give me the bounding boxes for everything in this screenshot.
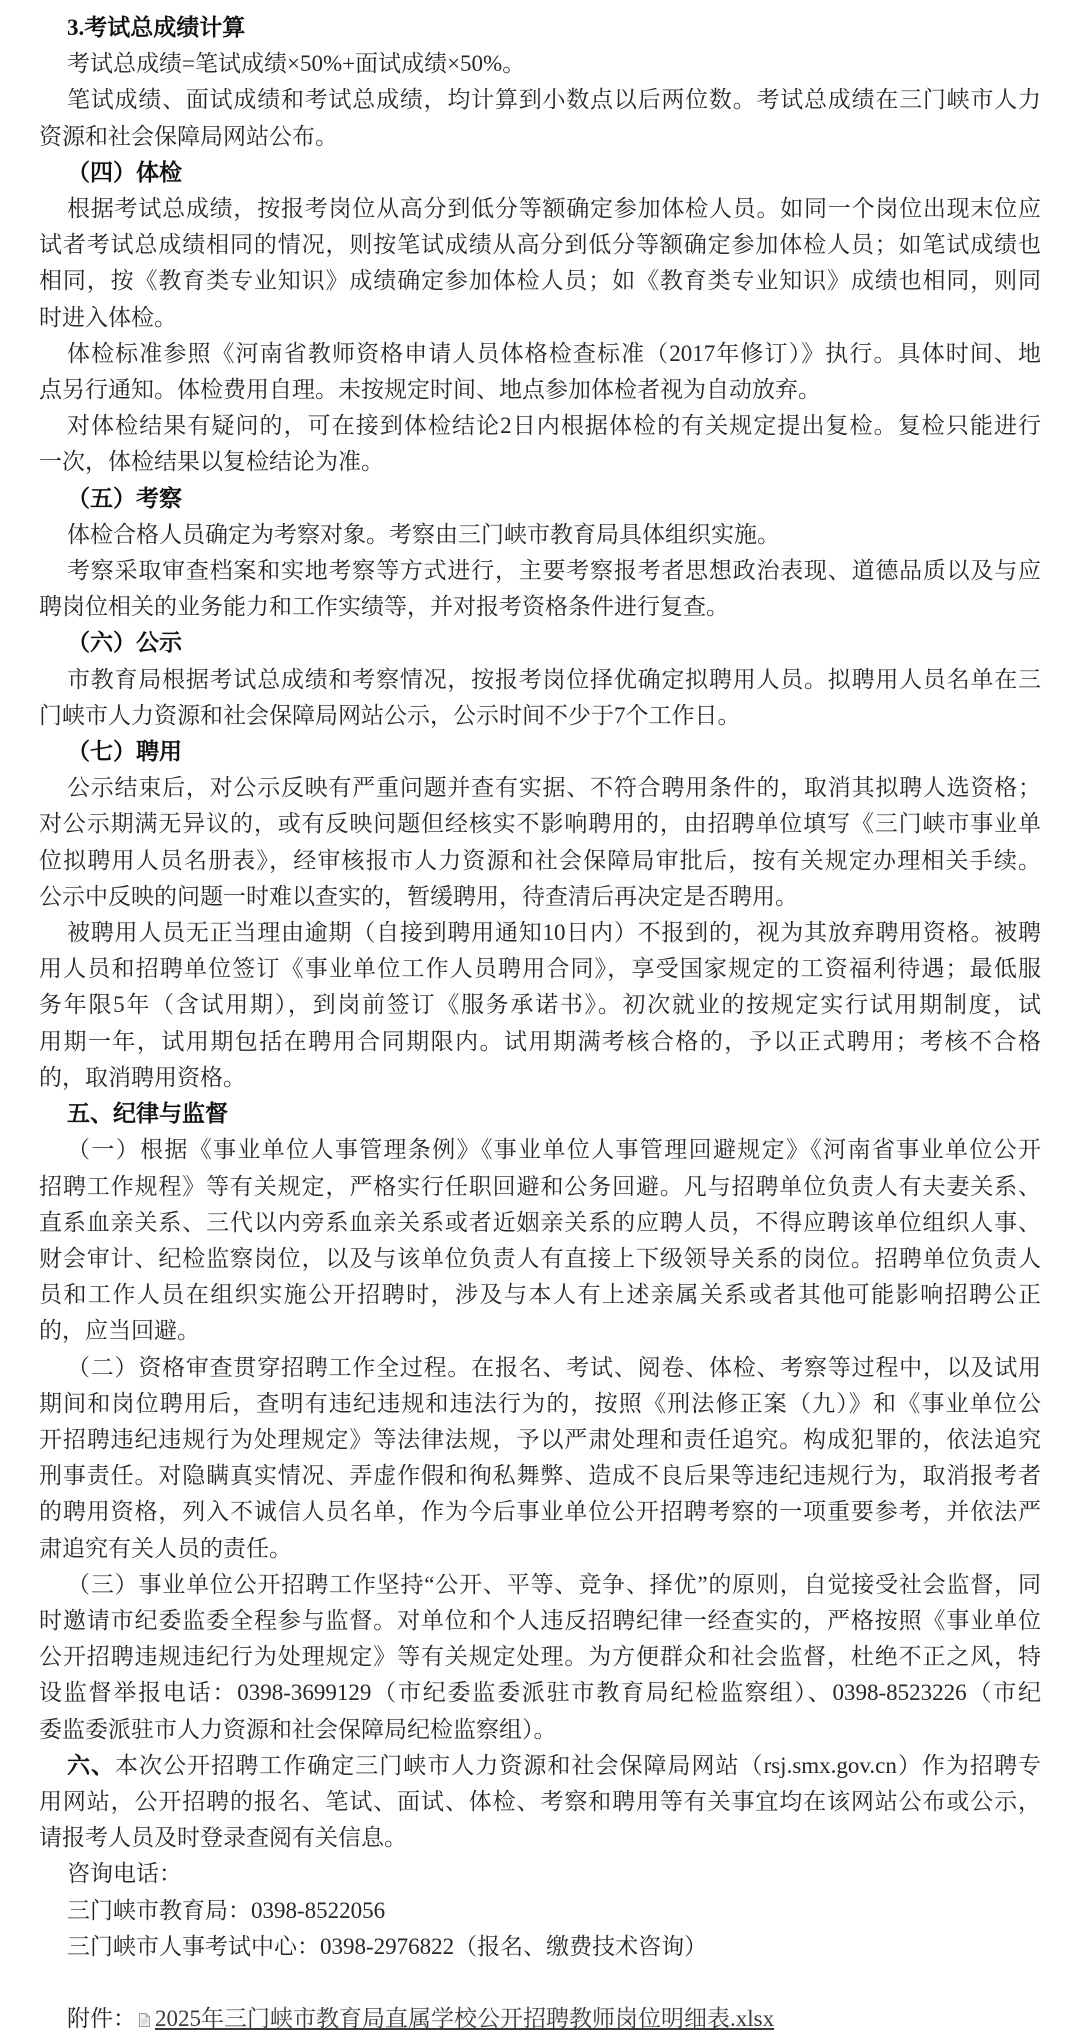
paragraph-employment-procedure	[39, 770, 1041, 915]
paragraph-line: 公开招聘违规违纪行为处理规定》等有关规定处理。为方便群众和社会监督，杜绝不正之风，特	[39, 1644, 1041, 1670]
paragraph-line: 用人员和招聘单位签订《事业单位工作人员聘用合同》，享受国家规定的工资福利待遇；最低服	[39, 956, 1041, 982]
heading-inspection: （五）考察	[67, 485, 182, 511]
score-formula: 考试总成绩=笔试成绩×50%+面试成绩×50%。	[67, 51, 526, 77]
contact-block	[39, 1856, 1041, 1965]
paragraph-line: 根据考试总成绩，按报考岗位从高分到低分等额确定参加体检人员。如同一个岗位出现末位应	[67, 196, 1041, 222]
paragraph-line: 用网站，公开招聘的报名、笔试、面试、体检、考察和聘用等有关事宜均在该网站公布或公示，	[39, 1788, 1041, 1814]
line-text: 本次公开招聘工作确定三门峡市人力资源和社会保障局网站（rsj.smx.gov.cn）作为招聘专	[115, 1752, 1042, 1778]
paragraph-exam-selection	[39, 191, 1041, 336]
paragraph-line: 招聘工作规程》等有关规定，严格实行任职回避和公务回避。凡与招聘单位负责人有夫妻关系、	[39, 1173, 1041, 1199]
contact-label: 咨询电话：	[67, 1861, 182, 1887]
paragraph-line: 直系血亲关系、三代以内旁系血亲关系或者近姻亲关系的应聘人员，不得应聘该单位组织人事、	[39, 1209, 1041, 1235]
paragraph-line: 位拟聘用人员名册表》，经审核报市人力资源和社会保障局审批后，按有关规定办理相关手续。	[39, 847, 1041, 873]
paragraph-line: 时进入体检。	[39, 304, 177, 330]
paragraph-inspection-target	[39, 517, 1041, 553]
paragraph-line: 肃追究有关人员的责任。	[39, 1535, 292, 1561]
paragraph-line: 请报考人员及时登录查阅有关信息。	[39, 1825, 407, 1851]
paragraph-inspection-method	[39, 553, 1041, 625]
heading-discipline: 五、纪律与监督	[67, 1101, 228, 1127]
paragraph-discipline-item2	[39, 1350, 1041, 1567]
paragraph-line: 务年限5年（含试用期），到岗前签订《服务承诺书》。初次就业的按规定实行试用期制度，试	[39, 992, 1041, 1018]
attachment-label: 附件：	[67, 2006, 136, 2032]
paragraph-line: 刑事责任。对隐瞒真实情况、弄虚作假和徇私舞弊、造成不良后果等违纪违规行为，取消报考者	[39, 1463, 1041, 1489]
paragraph-line: 设监督举报电话：0398-3699129（市纪委监委派驻市教育局纪检监察组）、0398-8523226（市纪	[39, 1680, 1041, 1706]
paragraph-line: 体检标准参照《河南省教师资格申请人员体格检查标准（2017年修订）》执行。具体时间、地	[67, 340, 1041, 366]
paragraph-line: 对公示期满无异议的，或有反映问题但经核实不影响聘用的，由招聘单位填写《三门峡市事业单	[39, 811, 1041, 837]
paragraph-line: 开招聘违纪违规行为处理规定》等法律法规，予以严肃处理和责任追究。构成犯罪的，依法追究	[39, 1426, 1041, 1452]
paragraph-line: 市教育局根据考试总成绩和考察情况，按报考岗位择优确定拟聘用人员。拟聘用人员名单在三	[67, 666, 1041, 692]
paragraph-line: 一次，体检结果以复检结论为准。	[39, 449, 384, 475]
paragraph-line: 相同，按《教育类专业知识》成绩确定参加体检人员；如《教育类专业知识》成绩也相同，则同	[39, 268, 1041, 294]
paragraph-line: 的，应当回避。	[39, 1318, 200, 1344]
attachment-link[interactable]: 2025年三门峡市教育局直属学校公开招聘教师岗位明细表.xlsx	[155, 2006, 775, 2032]
paragraph-line: 委监委派驻市人力资源和社会保障局纪检监察组）。	[39, 1716, 557, 1742]
spacer	[39, 1965, 1041, 2001]
paragraph-line: 员和工作人员在组织实施公开招聘时，涉及与本人有上述亲属关系或者其他可能影响招聘公正	[39, 1282, 1041, 1308]
paragraph-line: 公示中反映的问题一时难以查实的，暂缓聘用，待查清后再决定是否聘用。	[39, 883, 798, 909]
paragraph-line: 用期一年，试用期包括在聘用合同期限内。试用期满考核合格的，予以正式聘用；考核不合格	[39, 1028, 1041, 1054]
contact-exam-center: 三门峡市人事考试中心：0398-2976822（报名、缴费技术咨询）	[67, 1933, 708, 1959]
paragraph-line: 考察采取审查档案和实地考察等方式进行，主要考察报考者思想政治表现、道德品质以及与应	[67, 558, 1041, 584]
heading-score-calculation: 3.考试总成绩计算	[67, 15, 246, 40]
paragraph-line: （二）资格审查贯穿招聘工作全过程。在报名、考试、阅卷、体检、考察等过程中，以及试用	[67, 1354, 1041, 1380]
paragraph-publicity-notice	[39, 662, 1041, 734]
paragraph-line: 被聘用人员无正当理由逾期（自接到聘用通知10日内）不报到的，视为其放弃聘用资格。被聘	[67, 920, 1041, 946]
paragraph-line: （三）事业单位公开招聘工作坚持“公开、平等、竞争、择优”的原则，自觉接受社会监督，同	[67, 1571, 1041, 1597]
heading-publicity: （六）公示	[67, 630, 182, 656]
paragraph-line: 期间和岗位聘用后，查明有违纪违规和违法行为的，按照《刑法修正案（九）》和《事业单位公	[39, 1390, 1041, 1416]
paragraph-website	[39, 1748, 1041, 1857]
paragraph-discipline-item1	[39, 1132, 1041, 1349]
file-icon	[138, 2012, 151, 2028]
heading-employment: （七）聘用	[67, 739, 182, 765]
paragraph-exam-standard	[39, 336, 1041, 408]
heading-physical-exam: （四）体检	[67, 159, 182, 185]
contact-education-bureau: 三门峡市教育局：0398-8522056	[67, 1897, 386, 1923]
paragraph-line: 笔试成绩、面试成绩和考试总成绩，均计算到小数点以后两位数。考试总成绩在三门峡市人力	[67, 87, 1041, 113]
paragraph-line: 时邀请市纪委监委全程参与监督。对单位和个人违反招聘纪律一经查实的，严格按照《事业单位	[39, 1607, 1041, 1633]
paragraph-employment-contract	[39, 915, 1041, 1096]
paragraph-line: 对体检结果有疑问的，可在接到体检结论2日内根据体检的有关规定提出复检。复检只能进行	[67, 413, 1041, 439]
paragraph-discipline-item3	[39, 1567, 1041, 1748]
paragraph-line: 点另行通知。体检费用自理。未按规定时间、地点参加体检者视为自动放弃。	[39, 377, 821, 403]
paragraph-line: 试者考试总成绩相同的情况，则按笔试成绩从高分到低分等额确定参加体检人员；如笔试成绩也	[39, 232, 1041, 258]
section-number: 六、	[67, 1752, 116, 1778]
paragraph-line: 公示结束后，对公示反映有严重问题并查有实据、不符合聘用条件的，取消其拟聘人选资格；	[67, 775, 1041, 801]
paragraph-exam-recheck	[39, 408, 1041, 480]
paragraph-line: 体检合格人员确定为考察对象。考察由三门峡市教育局具体组织实施。	[67, 521, 780, 547]
paragraph-line	[67, 1748, 1041, 1784]
paragraph-line: 的聘用资格，列入不诚信人员名单，作为今后事业单位公开招聘考察的一项重要参考，并依法严	[39, 1499, 1041, 1525]
paragraph-line: 财会审计、纪检监察岗位，以及与该单位负责人有直接上下级领导关系的岗位。招聘单位负责人	[39, 1245, 1041, 1271]
paragraph-line: 资源和社会保障局网站公布。	[39, 123, 338, 149]
paragraph-line: 的，取消聘用资格。	[39, 1064, 246, 1090]
paragraph-line: （一）根据《事业单位人事管理条例》《事业单位人事管理回避规定》《河南省事业单位公开	[67, 1137, 1041, 1163]
paragraph-score-precision	[39, 82, 1041, 154]
paragraph-line: 门峡市人力资源和社会保障局网站公示，公示时间不少于7个工作日。	[39, 702, 741, 728]
attachment-row	[67, 2001, 1041, 2037]
paragraph-line: 聘岗位相关的业务能力和工作实绩等，并对报考资格条件进行复查。	[39, 594, 729, 620]
